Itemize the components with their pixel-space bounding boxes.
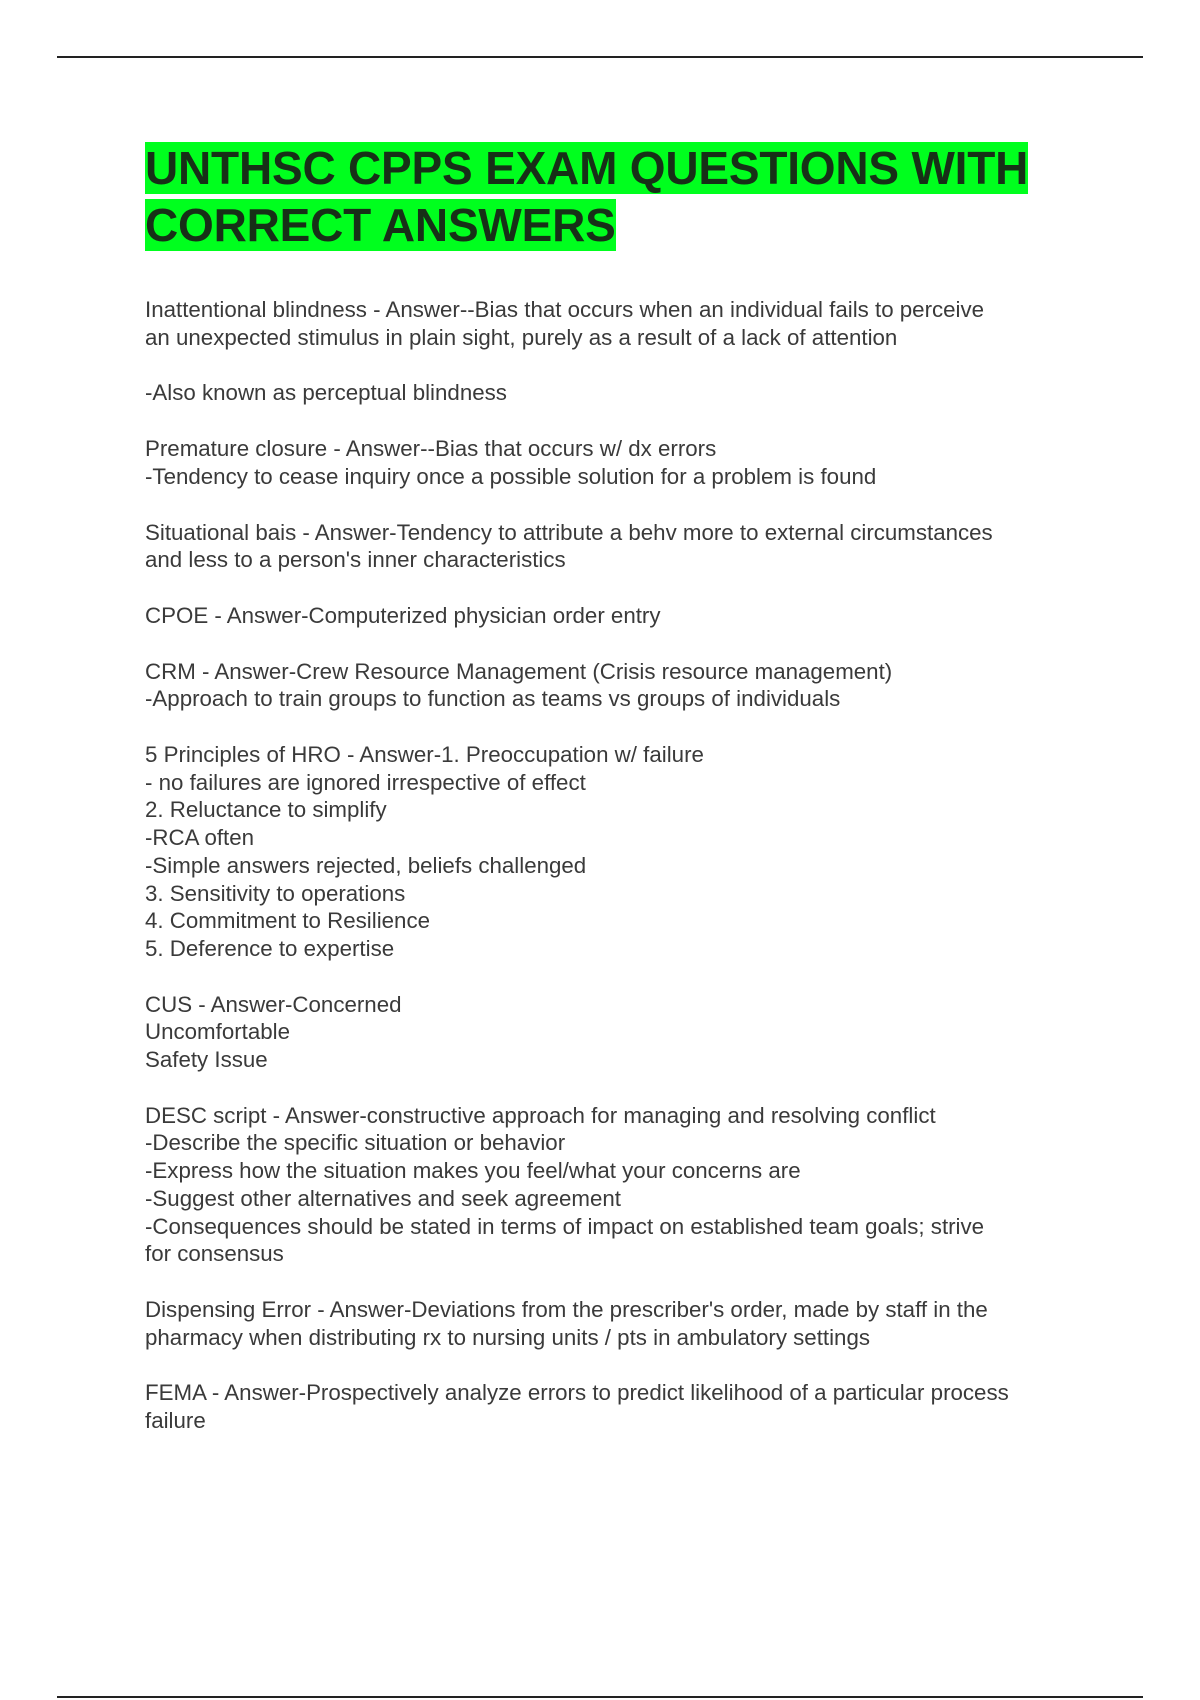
entry-line: 3. Sensitivity to operations	[145, 880, 406, 906]
title-line-1: UNTHSC CPPS EXAM QUESTIONS WITH	[145, 142, 1029, 194]
top-rule	[57, 56, 1143, 58]
qa-entry-perceptual-blindness-note	[145, 379, 1090, 407]
title-line-2: CORRECT ANSWERS	[145, 199, 616, 251]
qa-entry-inattentional-blindness	[145, 296, 1090, 351]
entry-line: - no failures are ignored irrespective of effect	[145, 769, 586, 795]
entry-line: Inattentional blindness - Answer--Bias that occurs when an individual fails to perceive	[145, 297, 985, 322]
qa-entry-dispensing-error	[145, 1296, 1090, 1351]
entry-line: -Describe the specific situation or behavior	[145, 1130, 566, 1156]
entry-line: CRM - Answer-Crew Resource Management (Crisis resource management)	[145, 658, 893, 684]
document-body	[145, 140, 1090, 1463]
entry-line: and less to a person's inner characteristics	[145, 547, 566, 573]
entry-line: for consensus	[145, 1241, 284, 1267]
qa-list	[145, 296, 1090, 1435]
entry-line: 4. Commitment to Resilience	[145, 908, 431, 934]
entry-line: -Approach to train groups to function as teams vs groups of individuals	[145, 686, 841, 712]
entry-line: failure	[145, 1408, 206, 1434]
entry-line: -Consequences should be stated in terms of impact on established team goals; strive	[145, 1213, 985, 1239]
entry-line: CPOE - Answer-Computerized physician order entry	[145, 602, 661, 628]
qa-entry-desc-script	[145, 1102, 1090, 1268]
entry-line: -RCA often	[145, 825, 255, 851]
entry-line: Dispensing Error - Answer-Deviations from the prescriber's order, made by staff in the	[145, 1296, 988, 1322]
qa-entry-situational-bias	[145, 519, 1090, 574]
qa-entry-cus	[145, 991, 1090, 1074]
entry-line: 2. Reluctance to simplify	[145, 797, 387, 823]
qa-entry-premature-closure	[145, 435, 1090, 490]
entry-line: pharmacy when distributing rx to nursing units / pts in ambulatory settings	[145, 1324, 870, 1350]
entry-line: an unexpected stimulus in plain sight, purely as a result of a lack of attention	[145, 324, 898, 350]
entry-line: -Simple answers rejected, beliefs challenged	[145, 852, 587, 878]
entry-line: FEMA - Answer-Prospectively analyze errors to predict likelihood of a particular process	[145, 1380, 1009, 1406]
entry-line: Premature closure - Answer--Bias that occurs w/ dx errors	[145, 436, 717, 462]
entry-line: -Tendency to cease inquiry once a possible solution for a problem is found	[145, 463, 877, 489]
qa-entry-fema	[145, 1379, 1090, 1434]
entry-line: -Suggest other alternatives and seek agreement	[145, 1185, 621, 1211]
entry-line: Safety Issue	[145, 1047, 268, 1073]
document-title	[145, 140, 1090, 254]
entry-line: 5 Principles of HRO - Answer-1. Preoccupation w/ failure	[145, 742, 704, 768]
entry-line: Uncomfortable	[145, 1019, 290, 1045]
entry-line: Situational bais - Answer-Tendency to attribute a behv more to external circumstances	[145, 519, 993, 545]
qa-entry-cpoe	[145, 602, 1090, 630]
entry-line: DESC script - Answer-constructive approach for managing and resolving conflict	[145, 1102, 936, 1128]
entry-line: -Also known as perceptual blindness	[145, 380, 507, 406]
bottom-rule	[57, 1696, 1143, 1698]
entry-line: CUS - Answer-Concerned	[145, 991, 402, 1017]
qa-entry-hro-principles	[145, 741, 1090, 963]
entry-line: -Express how the situation makes you feel/what your concerns are	[145, 1158, 801, 1184]
qa-entry-crm	[145, 658, 1090, 713]
entry-line: 5. Deference to expertise	[145, 935, 395, 961]
